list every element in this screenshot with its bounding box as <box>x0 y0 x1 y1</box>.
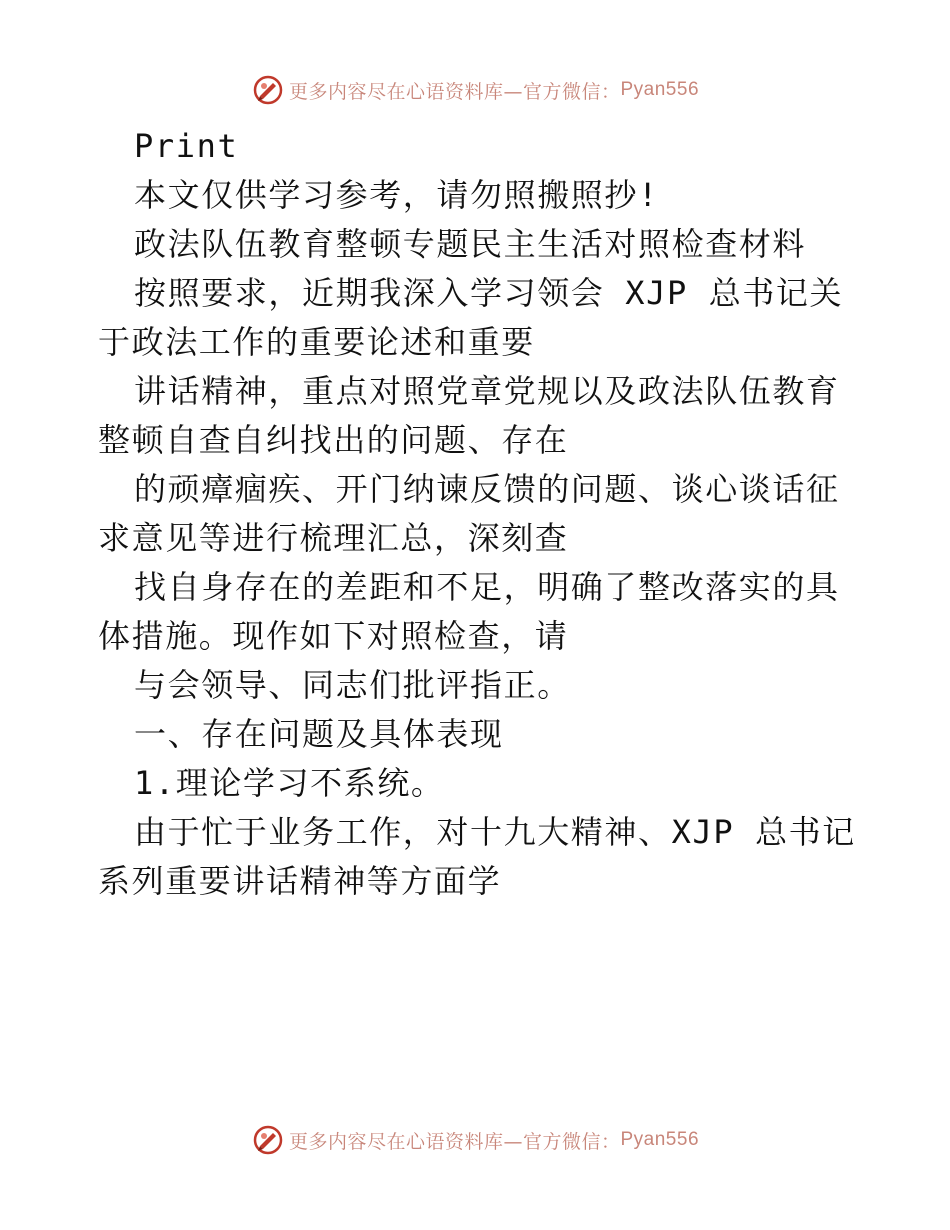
document-title: 政法队伍教育整顿专题民主生活对照检查材料 <box>134 225 807 263</box>
paragraph-disclaimer: 本文仅供学习参考，请勿照搬照抄! <box>134 176 659 214</box>
paragraph: 由于忙于业务工作，对十九大精神、XJP 总书记系列重要讲话精神等方面学 <box>98 813 856 900</box>
paragraph: 找自身存在的差距和不足，明确了整改落实的具体措施。现作如下对照检查，请 <box>98 568 840 655</box>
document-body <box>98 122 858 906</box>
watermark-text: 更多内容尽在心语资料库—官方微信： <box>288 80 621 103</box>
section-heading: 一、存在问题及具体表现 <box>134 715 504 753</box>
paragraph: 讲话精神，重点对照党章党规以及政法队伍教育整顿自查自纠找出的问题、存在 <box>98 372 840 459</box>
paragraph: 按照要求，近期我深入学习领会 XJP 总书记关于政法工作的重要论述和重要 <box>98 274 844 361</box>
watermark-wechat-id: Pyan556 <box>620 79 700 100</box>
watermark-wechat-id: Pyan556 <box>620 1129 700 1150</box>
pen-logo-icon <box>251 1123 285 1157</box>
paragraph: 的顽瘴痼疾、开门纳谏反馈的问题、谈心谈话征求意见等进行梳理汇总，深刻查 <box>98 470 840 557</box>
header-watermark <box>0 70 950 110</box>
paragraph: 与会领导、同志们批评指正。 <box>134 666 571 704</box>
watermark-text: 更多内容尽在心语资料库—官方微信： <box>288 1130 621 1153</box>
subsection-heading: 1.理论学习不系统。 <box>134 764 445 802</box>
pen-logo-icon <box>251 73 285 107</box>
footer-watermark <box>0 1120 950 1160</box>
paragraph-print: Print <box>134 127 239 165</box>
